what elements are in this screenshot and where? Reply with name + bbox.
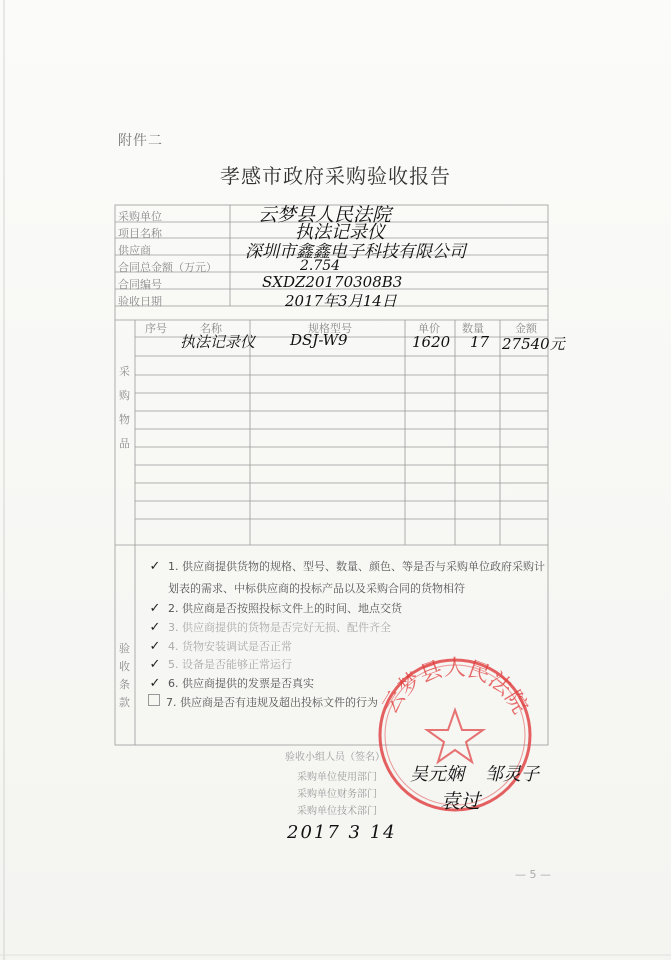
field-value-date: 2017年3月14日 [285, 292, 397, 310]
checkbox[interactable]: ✓ [149, 620, 161, 635]
goods-row-spec: DSJ-W9 [290, 331, 348, 349]
field-value-amount: 2.754 [300, 258, 341, 274]
sig-label-user-dept: 采购单位使用部门 [297, 772, 377, 783]
acceptance-item-text: 2. 供应商是否按照投标文件上的时间、地点交货 [168, 602, 402, 615]
field-label-date: 验收日期 [118, 295, 162, 308]
field-label-amount: 合同总金额（万元） [118, 261, 217, 274]
goods-side-char: 采 [119, 365, 130, 378]
field-label-purchaser: 采购单位 [118, 210, 162, 223]
sig-label-tech-dept: 采购单位技术部门 [297, 806, 377, 817]
acceptance-item-text: 7. 供应商是否有违规及超出投标文件的行为 [166, 696, 378, 709]
field-value-project: 执法记录仪 [295, 222, 385, 243]
field-label-supplier: 供应商 [118, 244, 151, 257]
sig-label-committee: 验收小组人员（签名） [285, 752, 385, 763]
checkbox[interactable]: ✓ [149, 601, 161, 616]
field-value-purchaser: 云梦县人民法院 [258, 204, 392, 226]
annex-label: 附件二 [118, 133, 163, 149]
field-label-project: 项目名称 [118, 227, 162, 240]
acceptance-item-text: 3. 供应商提供的货物是否完好无损、配件齐全 [168, 621, 391, 634]
field-value-contract-no: SXDZ20170308B3 [262, 273, 403, 291]
col-header-qty: 数量 [462, 322, 484, 335]
checkbox[interactable]: ✓ [149, 657, 161, 672]
checkbox[interactable]: ✓ [149, 639, 161, 654]
signature-3: 袁过 [440, 789, 480, 813]
signature-2: 邹灵子 [485, 764, 539, 785]
acceptance-side-char: 收 [119, 660, 130, 673]
col-header-spec: 规格型号 [308, 322, 352, 335]
goods-side-char: 品 [119, 437, 130, 450]
acceptance-side-char: 验 [119, 642, 130, 655]
acceptance-item-text: 1. 供应商提供货物的规格、型号、数量、颜色、等是否与采购单位政府采购计 [168, 560, 545, 573]
seal-text: 云梦县人民法院 [377, 656, 533, 719]
col-header-name: 名称 [200, 322, 222, 335]
sig-label-finance-dept: 采购单位财务部门 [297, 789, 377, 800]
goods-row-qty: 17 [470, 333, 490, 351]
goods-side-char: 购 [119, 389, 130, 402]
acceptance-side-char: 款 [119, 696, 130, 709]
checkbox[interactable]: ✓ [149, 559, 161, 574]
goods-row-name: 执法记录仪 [180, 333, 256, 351]
col-header-amount: 金额 [515, 322, 537, 335]
signature-1: 吴元娴 [410, 764, 464, 785]
acceptance-item-text: 5. 设备是否能够正常运行 [168, 658, 292, 671]
goods-row-price: 1620 [412, 333, 451, 351]
signature-date: 2017 3 14 [287, 822, 397, 843]
page-number: — 5 — [515, 868, 551, 881]
col-header-price: 单价 [418, 322, 440, 335]
goods-row-amount: 27540元 [502, 335, 565, 353]
acceptance-side-char: 条 [119, 678, 130, 691]
page-title: 孝感市政府采购验收报告 [220, 164, 451, 188]
col-header-index: 序号 [145, 322, 167, 335]
goods-side-char: 物 [119, 413, 130, 426]
field-value-supplier: 深圳市鑫鑫电子科技有限公司 [245, 242, 466, 262]
field-label-contract-no: 合同编号 [118, 278, 162, 291]
acceptance-item-text: 划表的需求、中标供应商的投标产品以及采购合同的货物相符 [168, 582, 465, 595]
acceptance-item-text: 6. 供应商提供的发票是否真实 [168, 677, 314, 690]
checkbox[interactable]: ✓ [149, 676, 161, 691]
acceptance-item-text: 4. 货物安装调试是否正常 [168, 640, 292, 653]
